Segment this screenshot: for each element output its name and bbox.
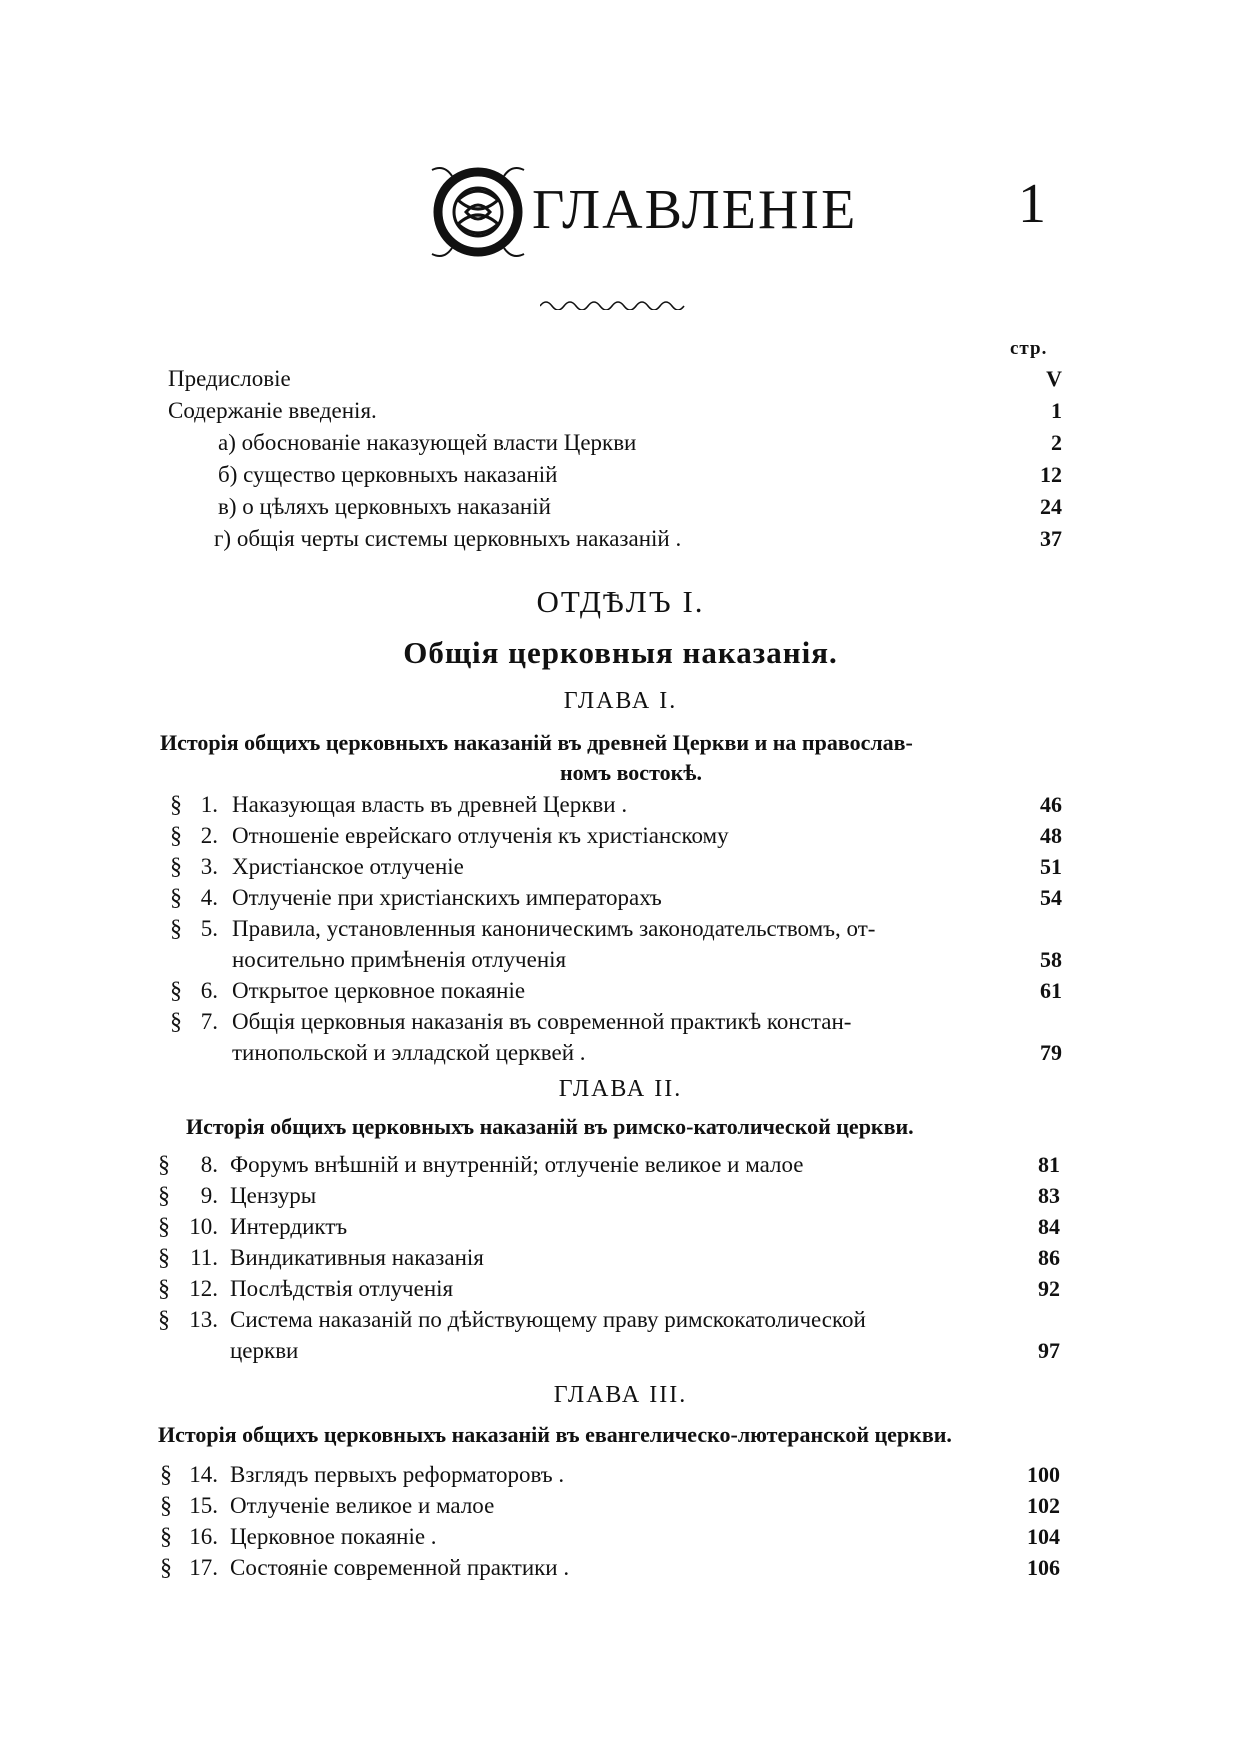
part-subheading: Общія церковныя наказанія. — [403, 635, 838, 670]
section-page: 100 — [1027, 1462, 1060, 1487]
section-symbol: § — [158, 1245, 170, 1271]
section-symbol: § — [160, 1462, 172, 1488]
section-title: Цензуры — [230, 1183, 317, 1208]
page-number: 1 — [1018, 173, 1046, 235]
section-page: 102 — [1027, 1493, 1060, 1518]
toc-entry-page: 2 — [1051, 430, 1062, 455]
section-symbol: § — [158, 1214, 170, 1240]
section-page: 51 — [1040, 854, 1062, 879]
section-page: 54 — [1040, 885, 1062, 910]
section-title: Форумъ внѣшній и внутренній; отлученіе великое и малое — [230, 1152, 804, 1177]
section-title: Отлученіе великое и малое — [230, 1493, 495, 1518]
section-title: Христіанское отлученіе — [232, 854, 464, 879]
section-symbol: § — [170, 1009, 182, 1035]
section-symbol: § — [170, 854, 182, 880]
section-title-continued: тинопольской и элладской церквей . — [232, 1040, 586, 1065]
chapter-title-line: номъ востокѣ. — [560, 760, 702, 785]
section-number: 16. — [189, 1524, 218, 1549]
section-title: Интердиктъ — [230, 1214, 348, 1239]
chapter-heading: ГЛАВА II. — [558, 1076, 683, 1102]
chapter-title-line: Исторія общихъ церковныхъ наказаній въ римско-католической церкви. — [186, 1114, 914, 1139]
section-number: 15. — [189, 1493, 218, 1518]
page-title — [430, 160, 857, 260]
ornamental-drop-cap-icon — [430, 162, 526, 258]
section-title: Послѣдствія отлученія — [230, 1276, 454, 1301]
section-symbol: § — [160, 1524, 172, 1550]
section-title: Правила, установленныя каноническимъ законодательствомъ, от- — [232, 916, 876, 941]
section-page: 97 — [1038, 1338, 1060, 1363]
section-symbol: § — [170, 885, 182, 911]
chapter-heading: ГЛАВА I. — [563, 688, 678, 714]
section-page: 83 — [1038, 1183, 1060, 1208]
section-page: 92 — [1038, 1276, 1060, 1301]
section-number: 4. — [200, 885, 218, 910]
page-column-label: стр. — [1010, 338, 1048, 359]
chapter-heading: ГЛАВА III. — [553, 1382, 688, 1408]
toc-entry-page: 24 — [1040, 494, 1062, 519]
section-number: 14. — [189, 1462, 218, 1487]
section-title: Виндикативныя наказанія — [230, 1245, 484, 1270]
section-symbol: § — [158, 1183, 170, 1209]
section-number: 1. — [200, 792, 218, 817]
toc-entry-label: г) общія черты системы церковныхъ наказаній . — [214, 526, 682, 551]
section-symbol: § — [160, 1493, 172, 1519]
section-title-continued: носительно примѣненія отлученія — [232, 947, 567, 972]
section-symbol: § — [170, 792, 182, 818]
chapter-title-line: Исторія общихъ церковныхъ наказаній въ древней Церкви и на православ- — [160, 730, 913, 755]
section-page: 84 — [1038, 1214, 1060, 1239]
section-symbol: § — [160, 1555, 172, 1581]
section-page: 104 — [1027, 1524, 1060, 1549]
section-page: 86 — [1038, 1245, 1060, 1270]
toc-entry-label: а) обоснованіе наказующей власти Церкви — [218, 430, 637, 455]
section-number: 3. — [200, 854, 218, 879]
part-heading: ОТДѢЛЪ I. — [536, 584, 705, 619]
section-number: 13. — [189, 1307, 218, 1332]
section-number: 11. — [190, 1245, 218, 1270]
section-number: 10. — [189, 1214, 218, 1239]
section-symbol: § — [158, 1276, 170, 1302]
section-title: Общія церковныя наказанія въ современной практикѣ констан- — [232, 1009, 852, 1034]
section-title: Взглядъ первыхъ реформаторовъ . — [230, 1462, 565, 1487]
section-number: 17. — [189, 1555, 218, 1580]
section-page: 61 — [1040, 978, 1062, 1003]
section-number: 9. — [200, 1183, 218, 1208]
section-title: Наказующая власть въ древней Церкви . — [232, 792, 628, 817]
toc-entry-page: V — [1046, 366, 1062, 391]
section-title: Церковное покаяніе . — [230, 1524, 437, 1549]
section-symbol: § — [158, 1152, 170, 1178]
section-symbol: § — [170, 823, 182, 849]
section-symbol: § — [170, 916, 182, 942]
chapter-title-line: Исторія общихъ церковныхъ наказаній въ евангелическо-лютеранской церкви. — [158, 1422, 952, 1447]
section-title-continued: церкви — [230, 1338, 299, 1363]
section-title: Отношеніе еврейскаго отлученія къ христіанскому — [232, 823, 729, 848]
section-page: 106 — [1027, 1555, 1060, 1580]
section-page: 48 — [1040, 823, 1062, 848]
toc-entry-label: в) о цѣляхъ церковныхъ наказаній — [218, 494, 551, 519]
section-symbol: § — [158, 1307, 170, 1333]
section-title: Открытое церковное покаяніе — [232, 978, 526, 1003]
title-text: ГЛАВЛЕНІЕ — [532, 179, 858, 241]
title-block — [0, 160, 1241, 270]
section-symbol: § — [170, 978, 182, 1004]
toc-entry-page: 12 — [1040, 462, 1062, 487]
section-page: 79 — [1040, 1040, 1062, 1065]
section-number: 12. — [189, 1276, 218, 1301]
section-number: 5. — [200, 916, 218, 941]
section-title: Система наказаній по дѣйствующему праву римскокатолической — [230, 1307, 866, 1332]
section-page: 58 — [1040, 947, 1062, 972]
toc-entry-label: Предисловіе — [168, 366, 291, 391]
section-number: 7. — [200, 1009, 218, 1034]
section-number: 2. — [200, 823, 218, 848]
toc-entry-page: 37 — [1040, 526, 1062, 551]
section-number: 6. — [200, 978, 218, 1003]
section-number: 8. — [200, 1152, 218, 1177]
toc-entry-page: 1 — [1051, 398, 1062, 423]
section-page: 46 — [1040, 792, 1062, 817]
wavy-ornament-icon — [540, 296, 690, 310]
toc-entry-label: Содержаніе введенія. — [168, 398, 377, 423]
section-title: Состояніе современной практики . — [230, 1555, 570, 1580]
section-title: Отлученіе при христіанскихъ императорахъ — [232, 885, 662, 910]
toc-entry-label: б) существо церковныхъ наказаній — [218, 462, 558, 487]
section-page: 81 — [1038, 1152, 1060, 1177]
